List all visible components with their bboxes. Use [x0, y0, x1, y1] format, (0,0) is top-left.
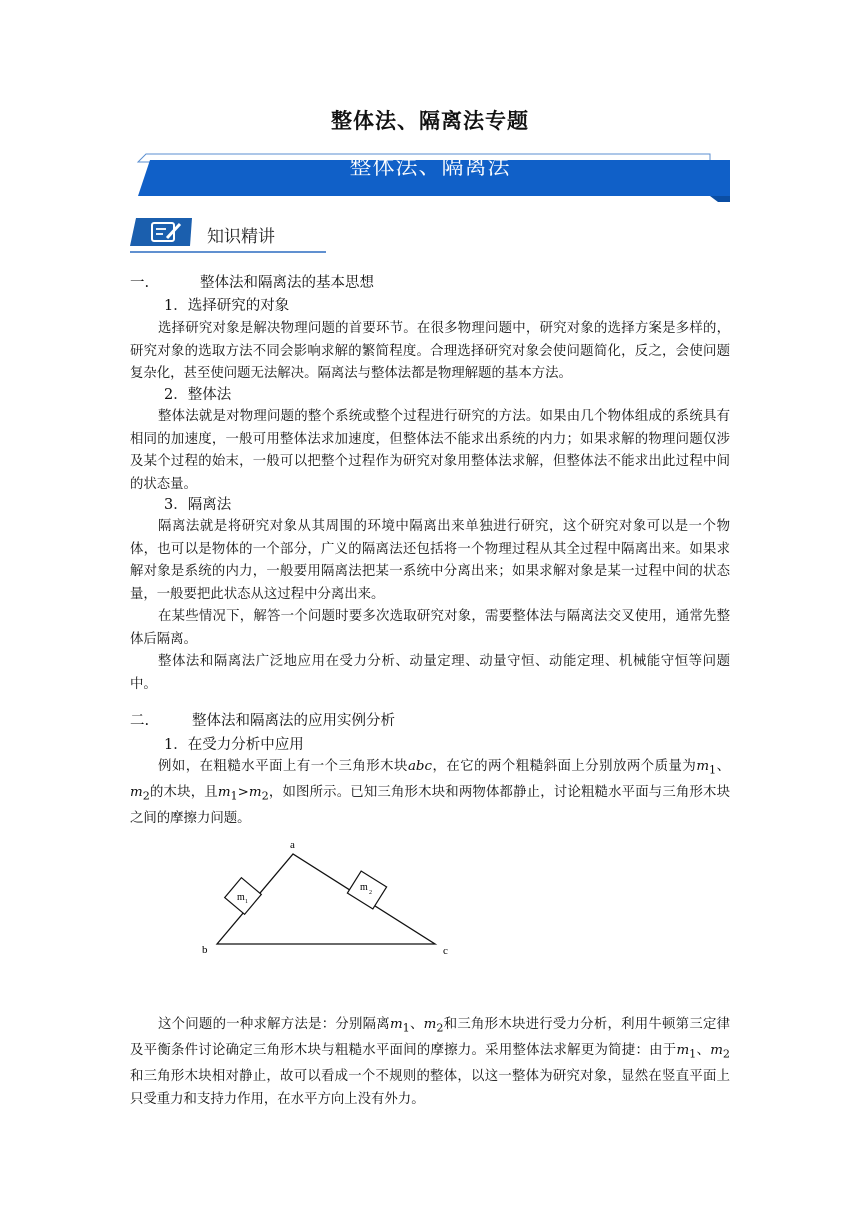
- paragraph-example: 例如，在粗糙水平面上有一个三角形木块abc，在它的两个粗糙斜面上分别放两个质量为$m_1$、$m_2$的木块，且$m_1>m_2$，如图所示。已知三角形木块和两物体都静止，讨论粗糙水平面与三角形木块之间的摩擦力问题。: [130, 759, 731, 827]
- heading-text: 整体法和隔离法的应用实例分析: [192, 713, 395, 729]
- svg-text:m: m: [237, 892, 245, 903]
- heading-text: 整体法和隔离法的基本思想: [200, 275, 374, 291]
- paragraph-isolation-method: [130, 516, 730, 696]
- paragraph-isolation-1: 隔离法就是将研究对象从其周围的环境中隔离出来单独进行研究，这个研究对象可以是一个物体，也可以是物体的一个部分，广义的隔离法还包括将一个物理过程从其全过程中隔离出来。如果求解对象是系统的内力，一般要用隔离法把某一系统中分离出来；如果求解对象是某一过程中间的状态量，一般要把此状态从这过程中分离出来。: [130, 519, 730, 602]
- heading-part1: [130, 272, 374, 294]
- page-title: 整体法、隔离法专题: [331, 109, 529, 133]
- paragraph-solution: 这个问题的一种求解方法是：分别隔离$m_1$、$m_2$和三角形木块进行受力分析，利用牛顿第三定律及平衡条件讨论确定三角形木块与粗糙水平面间的摩擦力。采用整体法求解更为简捷：由于$m_1$、$m_2$和三角形木块相对静止，故可以看成一个不规则的整体，以这一整体为研究对象，显然在竖直平面上只受重力和支持力作用，在水平方向上没有外力。: [130, 1017, 731, 1107]
- heading-part2: [130, 710, 395, 732]
- banner-tail: [710, 196, 730, 202]
- paragraph-isolation-2: 在某些情况下，解答一个问题时要多次选取研究对象，需要整体法与隔离法交叉使用，通常先整体后隔离。: [130, 609, 730, 647]
- subheading-isolation-method: 3．隔离法: [164, 497, 232, 513]
- paragraph-isolation-3: 整体法和隔离法广泛地应用在受力分析、动量定理、动量守恒、动能定理、机械能守恒等问题中。: [130, 654, 730, 692]
- subheading-select-object: 1．选择研究的对象: [164, 298, 290, 314]
- block-m2: [347, 871, 386, 909]
- svg-text:1: 1: [245, 899, 248, 905]
- subheading-force-analysis: 1．在受力分析中应用: [164, 737, 304, 753]
- svg-text:2: 2: [369, 890, 372, 896]
- banner-title: 整体法、隔离法: [349, 155, 511, 180]
- block-m1: [225, 878, 262, 915]
- section-tag-label: 知识精讲: [207, 227, 275, 247]
- vertex-b-label: b: [202, 944, 208, 956]
- vertex-a-label: a: [290, 839, 295, 851]
- subheading-whole-method: 2．整体法: [164, 387, 232, 403]
- heading-number: 二.: [130, 713, 150, 729]
- paragraph-whole-method: 整体法就是对物理问题的整个系统或整个过程进行研究的方法。如果由几个物体组成的系统具有相同的加速度，一般可用整体法求加速度，但整体法不能求出系统的内力；如果求解的物理问题仅涉及某个过程的始末，一般可以把整个过程作为研究对象用整体法求解，但整体法不能求出此过程中间的状态量。: [130, 409, 730, 492]
- svg-text:m: m: [360, 882, 368, 893]
- triangle-figure: [195, 836, 465, 966]
- heading-number: 一.: [130, 275, 150, 291]
- vertex-c-label: c: [443, 945, 448, 957]
- paragraph-select-object: 选择研究对象是解决物理问题的首要环节。在很多物理问题中，研究对象的选择方案是多样的，研究对象的选取方法不同会影响求解的繁简程度。合理选择研究对象会使问题简化，反之，会使问题复杂化，甚至使问题无法解决。隔离法与整体法都是物理解题的基本方法。: [130, 321, 730, 381]
